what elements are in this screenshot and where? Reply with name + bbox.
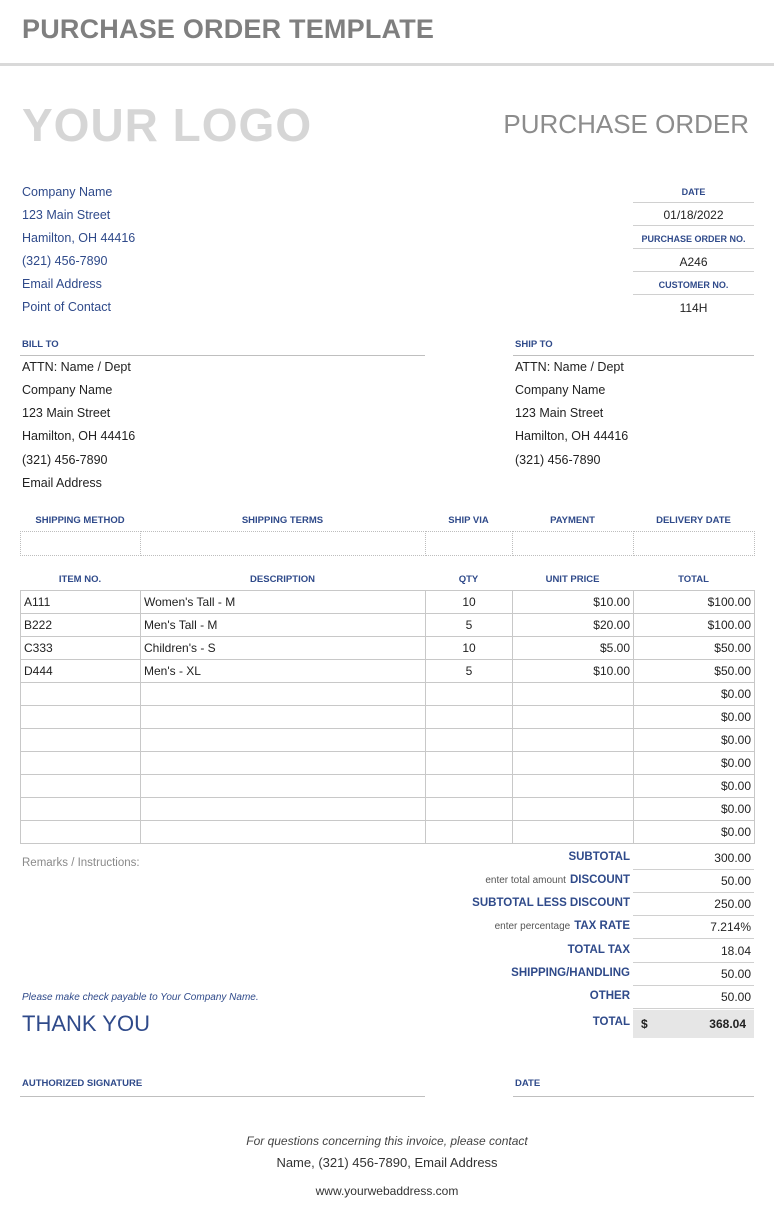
payable-note: Please make check payable to Your Company Name.: [22, 992, 259, 1003]
unit-price-cell[interactable]: [513, 752, 634, 775]
bill-to-attn: ATTN: Name / Dept: [22, 360, 131, 374]
bill-to-city: Hamilton, OH 44416: [22, 429, 136, 443]
total-label-text: TOTAL: [592, 1016, 630, 1028]
shipping-method-header: SHIPPING METHOD: [35, 515, 125, 526]
company-city: Hamilton, OH 44416: [22, 231, 136, 245]
item-no-cell[interactable]: C333: [21, 637, 141, 660]
shipping-handling-text: SHIPPING/HANDLING: [511, 967, 630, 979]
description-cell[interactable]: [141, 706, 426, 729]
unit-price-cell[interactable]: [513, 706, 634, 729]
subtotal-less-discount-text: SUBTOTAL LESS DISCOUNT: [472, 897, 630, 909]
shipping-table: [20, 531, 755, 556]
qty-cell[interactable]: 10: [426, 591, 513, 614]
template-title: PURCHASE ORDER TEMPLATE: [22, 14, 435, 44]
item-no-cell[interactable]: [21, 821, 141, 844]
other-label-text: OTHER: [589, 990, 630, 1002]
unit-price-cell[interactable]: [513, 775, 634, 798]
line-total-cell: $0.00: [634, 775, 755, 798]
ship-to-street: 123 Main Street: [515, 406, 604, 420]
title-divider: [0, 63, 774, 66]
unit-price-cell[interactable]: [513, 798, 634, 821]
ship-to-company: Company Name: [515, 383, 606, 397]
table-row: [21, 775, 755, 798]
line-total-cell: $100.00: [634, 591, 755, 614]
subtotal-label: [568, 851, 630, 863]
unit-price-cell[interactable]: $10.00: [513, 591, 634, 614]
ship-to-label: SHIP TO: [515, 339, 553, 350]
remarks-label: Remarks / Instructions:: [22, 857, 140, 869]
qty-cell[interactable]: [426, 798, 513, 821]
line-total-cell: $50.00: [634, 660, 755, 683]
shipping-terms-cell[interactable]: [141, 532, 426, 556]
currency-symbol: $: [641, 1017, 648, 1031]
description-cell[interactable]: Women's Tall - M: [141, 591, 426, 614]
qty-cell[interactable]: [426, 729, 513, 752]
signature-date-label: DATE: [515, 1078, 541, 1089]
item-no-cell[interactable]: [21, 729, 141, 752]
line-total-cell: $0.00: [634, 798, 755, 821]
tax-rate-label: [495, 920, 630, 932]
table-row: [21, 637, 755, 660]
table-row: [21, 729, 755, 752]
ship-to-phone: (321) 456-7890: [515, 453, 601, 467]
payment-header: PAYMENT: [550, 515, 595, 526]
subtotal-value: 300.00: [633, 847, 754, 870]
item-no-cell[interactable]: B222: [21, 614, 141, 637]
description-cell[interactable]: [141, 729, 426, 752]
table-row: [21, 683, 755, 706]
document-title: PURCHASE ORDER: [503, 109, 749, 139]
ship-to-divider: [513, 355, 754, 356]
description-cell[interactable]: [141, 798, 426, 821]
unit-price-cell[interactable]: [513, 821, 634, 844]
total-tax-label: [568, 944, 630, 956]
footer-contact: Name, (321) 456-7890, Email Address: [276, 1155, 498, 1170]
discount-label-text: DISCOUNT: [569, 874, 630, 886]
ship-to-attn: ATTN: Name / Dept: [515, 360, 624, 374]
table-row: [21, 821, 755, 844]
payment-cell[interactable]: [513, 532, 634, 556]
qty-cell[interactable]: 5: [426, 660, 513, 683]
description-cell[interactable]: Men's Tall - M: [141, 614, 426, 637]
qty-header: QTY: [458, 574, 479, 585]
qty-cell[interactable]: [426, 706, 513, 729]
customer-number-label: CUSTOMER NO.: [658, 280, 729, 290]
unit-price-cell[interactable]: [513, 729, 634, 752]
description-cell[interactable]: Men's - XL: [141, 660, 426, 683]
bill-to-label: BILL TO: [22, 339, 59, 350]
signature-date-line[interactable]: [513, 1096, 754, 1097]
other-label: [590, 990, 630, 1002]
item-no-cell[interactable]: [21, 706, 141, 729]
ship-via-cell[interactable]: [426, 532, 513, 556]
thank-you-text: THANK YOU: [22, 1011, 150, 1036]
item-no-cell[interactable]: [21, 683, 141, 706]
date-value[interactable]: 01/18/2022: [663, 208, 724, 222]
line-total-cell: $0.00: [634, 683, 755, 706]
unit-price-header: UNIT PRICE: [545, 574, 600, 585]
total-label: [593, 1016, 630, 1028]
grand-total-box: [633, 1010, 754, 1038]
qty-cell[interactable]: [426, 821, 513, 844]
total-header: TOTAL: [678, 574, 709, 585]
description-header: DESCRIPTION: [250, 574, 315, 585]
signature-line[interactable]: [20, 1096, 425, 1097]
qty-cell[interactable]: 5: [426, 614, 513, 637]
shipping-row: [21, 532, 755, 556]
discount-label: [485, 874, 630, 886]
item-no-cell[interactable]: [21, 775, 141, 798]
shipping-method-cell[interactable]: [21, 532, 141, 556]
other-value[interactable]: 50.00: [633, 986, 754, 1009]
total-tax-label-text: TOTAL TAX: [567, 944, 630, 956]
table-row: [21, 591, 755, 614]
company-street: 123 Main Street: [22, 208, 111, 222]
bill-to-divider: [20, 355, 425, 356]
description-cell[interactable]: [141, 752, 426, 775]
line-total-cell: $0.00: [634, 752, 755, 775]
item-no-header: ITEM NO.: [58, 574, 102, 585]
item-no-cell[interactable]: A111: [21, 591, 141, 614]
item-no-cell[interactable]: [21, 798, 141, 821]
shipping-handling-value[interactable]: 50.00: [633, 963, 754, 986]
table-row: [21, 798, 755, 821]
delivery-date-header: DELIVERY DATE: [656, 515, 731, 526]
subtotal-less-discount-value: 250.00: [633, 893, 754, 916]
unit-price-cell[interactable]: $5.00: [513, 637, 634, 660]
tax-note: enter percentage: [494, 921, 571, 932]
item-no-cell[interactable]: [21, 752, 141, 775]
bill-to-email: Email Address: [22, 476, 102, 490]
description-cell[interactable]: [141, 775, 426, 798]
ship-to-city: Hamilton, OH 44416: [515, 429, 629, 443]
total-tax-value: 18.04: [633, 940, 754, 963]
ship-via-header: SHIP VIA: [448, 515, 489, 526]
company-email: Email Address: [22, 277, 102, 291]
description-cell[interactable]: [141, 683, 426, 706]
date-label: DATE: [681, 187, 706, 197]
table-row: [21, 706, 755, 729]
footer-question: For questions concerning this invoice, please contact: [246, 1134, 528, 1148]
footer-website[interactable]: www.yourwebaddress.com: [315, 1184, 459, 1198]
tax-rate-label-text: TAX RATE: [574, 920, 630, 932]
line-total-cell: $0.00: [634, 706, 755, 729]
line-total-cell: $0.00: [634, 729, 755, 752]
shipping-terms-header: SHIPPING TERMS: [241, 515, 324, 526]
authorized-signature-label: AUTHORIZED SIGNATURE: [22, 1078, 143, 1089]
logo-placeholder: YOUR LOGO: [22, 99, 313, 151]
unit-price-cell[interactable]: $20.00: [513, 614, 634, 637]
description-cell[interactable]: [141, 821, 426, 844]
line-total-cell: $100.00: [634, 614, 755, 637]
table-row: [21, 752, 755, 775]
subtotal-label-text: SUBTOTAL: [568, 851, 630, 863]
qty-cell[interactable]: [426, 775, 513, 798]
delivery-date-cell[interactable]: [634, 532, 755, 556]
qty-cell[interactable]: [426, 752, 513, 775]
items-table: [20, 590, 755, 844]
line-total-cell: $50.00: [634, 637, 755, 660]
table-row: [21, 614, 755, 637]
unit-price-cell[interactable]: $10.00: [513, 660, 634, 683]
discount-value[interactable]: 50.00: [633, 870, 754, 893]
table-row: [21, 660, 755, 683]
company-contact: Point of Contact: [22, 300, 111, 314]
line-total-cell: $0.00: [634, 821, 755, 844]
unit-price-cell[interactable]: [513, 683, 634, 706]
customer-number-value[interactable]: 114H: [679, 301, 708, 315]
bill-to-street: 123 Main Street: [22, 406, 111, 420]
description-cell[interactable]: Children's - S: [141, 637, 426, 660]
po-number-label: PURCHASE ORDER NO.: [641, 234, 746, 244]
item-no-cell[interactable]: D444: [21, 660, 141, 683]
qty-cell[interactable]: 10: [426, 637, 513, 660]
grand-total-value: 368.04: [709, 1017, 746, 1031]
tax-rate-value[interactable]: 7.214%: [633, 916, 754, 939]
discount-note: enter total amount: [485, 875, 566, 886]
bill-to-phone: (321) 456-7890: [22, 453, 108, 467]
company-phone: (321) 456-7890: [22, 254, 108, 268]
shipping-handling-label: [511, 967, 630, 979]
subtotal-less-discount-label: [472, 897, 630, 909]
po-number-value[interactable]: A246: [679, 255, 708, 269]
company-name: Company Name: [22, 185, 113, 199]
bill-to-company: Company Name: [22, 383, 113, 397]
qty-cell[interactable]: [426, 683, 513, 706]
